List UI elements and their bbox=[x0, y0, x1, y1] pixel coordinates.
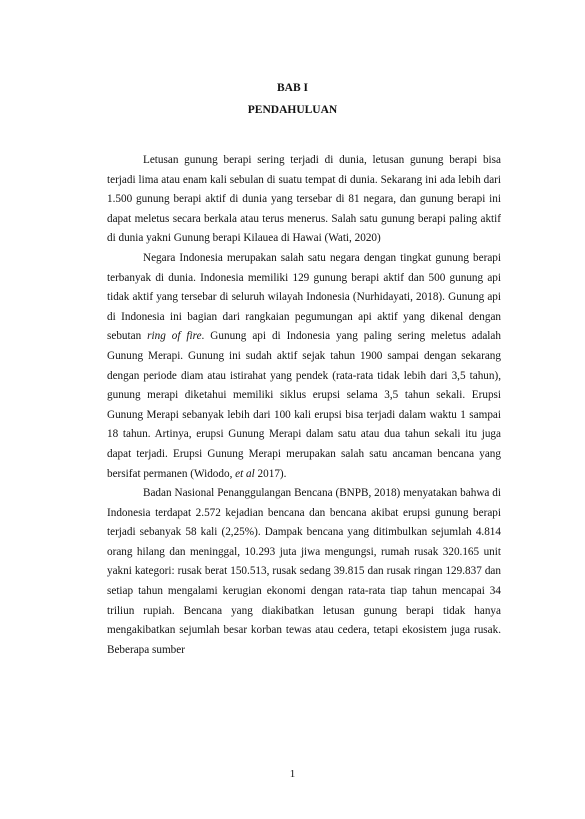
paragraph-2-italic-citation: et al bbox=[235, 467, 255, 480]
chapter-title: PENDAHULUAN bbox=[247, 104, 338, 116]
chapter-label: BAB I bbox=[277, 82, 308, 94]
body-text bbox=[107, 151, 501, 660]
paragraph-1: Letusan gunung berapi sering terjadi di dunia, letusan gunung berapi bisa terjadi lima atau enam kali sebulan di suatu tempat di dunia. Sekarang ini ada lebih dari 1.500 gunung berapi aktif di dunia yang tersebar di 81 negara, dan gunung berapi ini dapat meletus secara berkala atau terus menerus. Salah satu gunung berapi paling aktif di dunia yakni Gunung berapi Kilauea di Hawai (Wati, 2020) bbox=[107, 154, 501, 245]
paragraph-2-text-c: 2017). bbox=[254, 467, 287, 480]
paragraph-3: Badan Nasional Penanggulangan Bencana (BNPB, 2018) menyatakan bahwa di Indonesia terdapat 2.572 kejadian bencana dan bencana akibat erupsi gunung berapi terjadi sebanyak 58 kali (2,25%). Dampak bencana yang ditimbulkan sejumlah 4.814 orang hilang dan meninggal, 10.293 juta jiwa mengungsi, rumah rusak 320.165 unit yakni kategori: rusak berat 150.513, rusak sedang 39.815 dan rusak ringan 129.837 dan setiap tahun mengalami kerugian ekonomi dengan rata-rata tiap tahun mencapai 34 triliun rupiah. Bencana yang diakibatkan letusan gunung berapi tidak hanya mengakibatkan sejumlah besar korban tewas atau cedera, tetapi ekosistem juga rusak. Beberapa sumber bbox=[107, 487, 501, 656]
paragraph-2-text-a: Negara Indonesia merupakan salah satu negara dengan tingkat gunung berapi terbanyak di dunia. Indonesia memiliki 129 gunung berapi aktif dan 500 gunung api tidak aktif yang tersebar di seluruh wilayah Indonesia (Nurhidayati, 2018). Gunung api di Indonesia ini bagian dari rangkaian pegumungan api aktif yang dikenal dengan sebutan bbox=[107, 251, 501, 343]
paragraph-2 bbox=[107, 249, 501, 484]
page-number: 1 bbox=[289, 768, 296, 780]
paragraph-2-italic-term: ring of fire bbox=[147, 330, 202, 343]
paragraph-2-text-b: . Gunung api di Indonesia yang paling sering meletus adalah Gunung Merapi. Gunung ini sudah aktif sejak tahun 1900 sampai dengan sekarang dengan periode diam atau istirahat yang pendek (rata-rata tidak lebih dari 3,5 tahun), gunung merapi diketahui memiliki siklus erupsi selama 3,5 tahun sekali. Erupsi Gunung Merapi sebanyak lebih dari 100 kali erupsi bisa terjadi dalam waktu 1 sampai 18 tahun. Artinya, erupsi Gunung Merapi dalam satu atau dua tahun sekali itu juga dapat terjadi. Erupsi Gunung Merapi merupakan salah satu ancaman bencana yang bersifat permanen (Widodo, bbox=[107, 330, 501, 480]
